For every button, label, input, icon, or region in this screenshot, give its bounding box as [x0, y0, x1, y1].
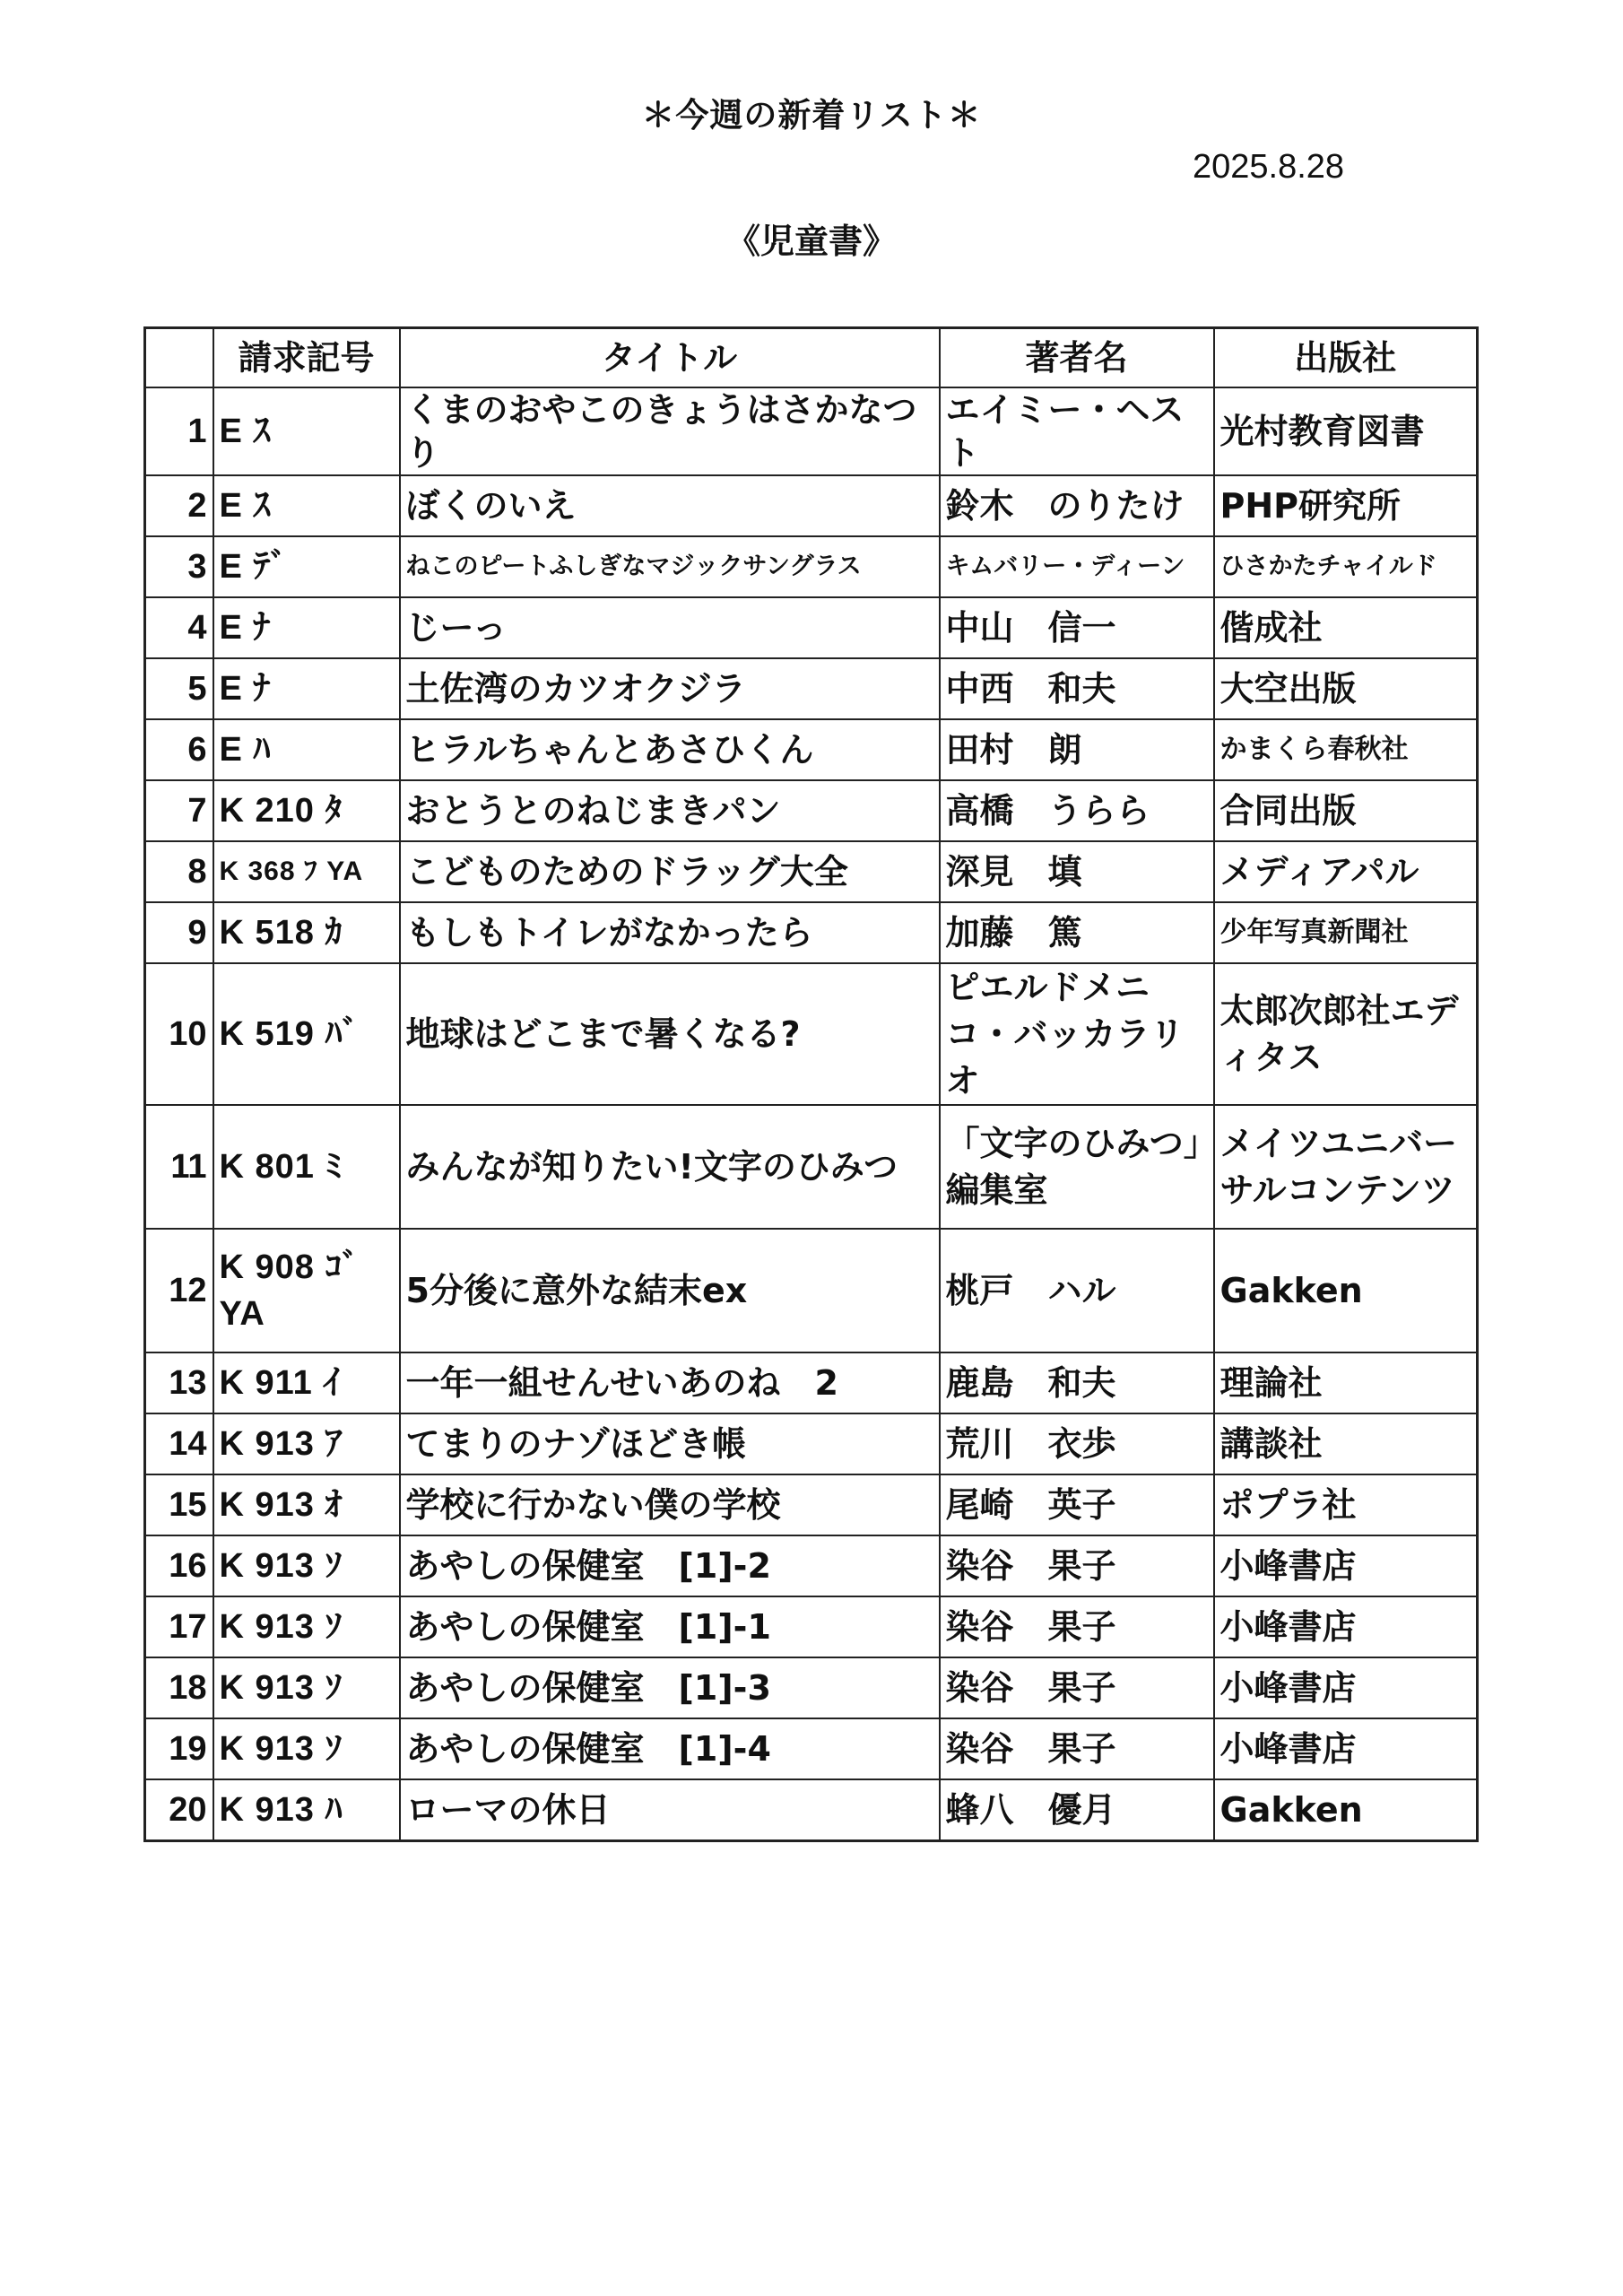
row-number: 11: [145, 1105, 213, 1229]
call-number: K 913 ｿ: [213, 1535, 400, 1596]
publisher-name: 小峰書店: [1214, 1657, 1478, 1718]
row-number: 6: [145, 719, 213, 780]
publisher-name: メディアパル: [1214, 841, 1478, 902]
table-row: [145, 902, 1478, 963]
row-number: 18: [145, 1657, 213, 1718]
author-name: 田村 朗: [940, 719, 1214, 780]
author-name: 鈴木 のりたけ: [940, 475, 1214, 536]
book-title: 5分後に意外な結末ex: [400, 1229, 940, 1352]
row-number: 12: [145, 1229, 213, 1352]
row-number: 16: [145, 1535, 213, 1596]
call-number: E ｽ: [213, 475, 400, 536]
book-title: くまのおやこのきょうはさかなつり: [400, 387, 940, 475]
publisher-name: Gakken: [1214, 1229, 1478, 1352]
book-title: あやしの保健室 [1]-4: [400, 1718, 940, 1779]
book-title: みんなが知りたい!文字のひみつ: [400, 1105, 940, 1229]
author-name: 染谷 果子: [940, 1596, 1214, 1657]
table-row: [145, 963, 1478, 1105]
row-number: 19: [145, 1718, 213, 1779]
publisher-name: 太郎次郎社エディタス: [1214, 963, 1478, 1105]
row-number: 10: [145, 963, 213, 1105]
publisher-name: PHP研究所: [1214, 475, 1478, 536]
call-number: K 913 ﾊ: [213, 1779, 400, 1841]
row-number: 14: [145, 1413, 213, 1474]
call-number: K 908 ｺﾞ YA: [213, 1229, 400, 1352]
call-number: K 913 ｿ: [213, 1657, 400, 1718]
section-heading: 《児童書》: [725, 222, 897, 261]
row-number: 4: [145, 597, 213, 658]
call-number: K 911 ｲ: [213, 1352, 400, 1413]
row-number: 17: [145, 1596, 213, 1657]
call-number: K 368 ﾌ YA: [213, 841, 400, 902]
table-row: [145, 1596, 1478, 1657]
list-date: 2025.8.28: [1193, 148, 1345, 186]
book-title: 地球はどこまで暑くなる?: [400, 963, 940, 1105]
row-number: 2: [145, 475, 213, 536]
publisher-name: Gakken: [1214, 1779, 1478, 1841]
new-books-table: [143, 326, 1479, 1842]
call-number: K 913 ｿ: [213, 1596, 400, 1657]
call-number: K 913 ｿ: [213, 1718, 400, 1779]
book-title: ぼくのいえ: [400, 475, 940, 536]
row-number: 3: [145, 536, 213, 597]
call-number: K 518 ｶ: [213, 902, 400, 963]
publisher-name: 小峰書店: [1214, 1535, 1478, 1596]
author-name: 「文字のひみつ」編集室: [940, 1105, 1214, 1229]
table-row: [145, 841, 1478, 902]
call-number: E ｽ: [213, 387, 400, 475]
table-row: [145, 780, 1478, 841]
book-title: じーっ: [400, 597, 940, 658]
publisher-name: 光村教育図書: [1214, 387, 1478, 475]
table-row: [145, 536, 1478, 597]
book-title: こどものためのドラッグ大全: [400, 841, 940, 902]
book-title: あやしの保健室 [1]-3: [400, 1657, 940, 1718]
call-number: E ﾅ: [213, 658, 400, 719]
call-number: E ﾃﾞ: [213, 536, 400, 597]
table-row: [145, 1779, 1478, 1841]
table-row: [145, 1535, 1478, 1596]
author-name: キムバリー・ディーン: [940, 536, 1214, 597]
table-row: [145, 1657, 1478, 1718]
table-row: [145, 387, 1478, 475]
author-name: 染谷 果子: [940, 1535, 1214, 1596]
book-title: あやしの保健室 [1]-1: [400, 1596, 940, 1657]
author-name: 加藤 篤: [940, 902, 1214, 963]
column-header-call-number: 請求記号: [213, 328, 400, 388]
publisher-name: メイツユニバーサルコンテンツ: [1214, 1105, 1478, 1229]
book-title: ローマの休日: [400, 1779, 940, 1841]
author-name: 蜂八 優月: [940, 1779, 1214, 1841]
row-number: 20: [145, 1779, 213, 1841]
call-number: K 210 ﾀ: [213, 780, 400, 841]
author-name: 染谷 果子: [940, 1718, 1214, 1779]
author-name: 中西 和夫: [940, 658, 1214, 719]
row-number: 8: [145, 841, 213, 902]
call-number: K 519 ﾊﾞ: [213, 963, 400, 1105]
publisher-name: 合同出版: [1214, 780, 1478, 841]
row-number: 1: [145, 387, 213, 475]
column-header-title: タイトル: [400, 328, 940, 388]
book-title: おとうとのねじまきパン: [400, 780, 940, 841]
row-number: 15: [145, 1474, 213, 1535]
table-row: [145, 719, 1478, 780]
call-number: E ﾅ: [213, 597, 400, 658]
table-row: [145, 597, 1478, 658]
row-number: 13: [145, 1352, 213, 1413]
table-row: [145, 1352, 1478, 1413]
author-name: 高橋 うらら: [940, 780, 1214, 841]
table-row: [145, 1413, 1478, 1474]
book-title: 土佐湾のカツオクジラ: [400, 658, 940, 719]
table-header-row: [145, 328, 1478, 388]
row-number: 7: [145, 780, 213, 841]
publisher-name: 少年写真新聞社: [1214, 902, 1478, 963]
call-number: K 913 ｵ: [213, 1474, 400, 1535]
table-row: [145, 1229, 1478, 1352]
table-row: [145, 658, 1478, 719]
author-name: 染谷 果子: [940, 1657, 1214, 1718]
author-name: 中山 信一: [940, 597, 1214, 658]
author-name: エイミー・ヘスト: [940, 387, 1214, 475]
publisher-name: かまくら春秋社: [1214, 719, 1478, 780]
row-number: 5: [145, 658, 213, 719]
publisher-name: 小峰書店: [1214, 1718, 1478, 1779]
column-header-author: 著者名: [940, 328, 1214, 388]
table-row: [145, 1718, 1478, 1779]
table-row: [145, 1105, 1478, 1229]
book-title: もしもトイレがなかったら: [400, 902, 940, 963]
author-name: 桃戸 ハル: [940, 1229, 1214, 1352]
publisher-name: 偕成社: [1214, 597, 1478, 658]
publisher-name: 小峰書店: [1214, 1596, 1478, 1657]
author-name: ピエルドメニコ・バッカラリオ: [940, 963, 1214, 1105]
publisher-name: 理論社: [1214, 1352, 1478, 1413]
column-header-number: [145, 328, 213, 388]
book-title: 学校に行かない僕の学校: [400, 1474, 940, 1535]
book-title: てまりのナゾほどき帳: [400, 1413, 940, 1474]
row-number: 9: [145, 902, 213, 963]
publisher-name: ひさかたチャイルド: [1214, 536, 1478, 597]
call-number: K 913 ｱ: [213, 1413, 400, 1474]
book-title: あやしの保健室 [1]-2: [400, 1535, 940, 1596]
publisher-name: 大空出版: [1214, 658, 1478, 719]
author-name: 荒川 衣歩: [940, 1413, 1214, 1474]
call-number: K 801 ﾐ: [213, 1105, 400, 1229]
book-title: 一年一組せんせいあのね 2: [400, 1352, 940, 1413]
author-name: 鹿島 和夫: [940, 1352, 1214, 1413]
book-title: ヒラルちゃんとあさひくん: [400, 719, 940, 780]
publisher-name: ポプラ社: [1214, 1474, 1478, 1535]
author-name: 尾崎 英子: [940, 1474, 1214, 1535]
page-title: ＊今週の新着リスト＊: [641, 96, 982, 135]
book-title: ねこのピートふしぎなマジックサングラス: [400, 536, 940, 597]
publisher-name: 講談社: [1214, 1413, 1478, 1474]
column-header-publisher: 出版社: [1214, 328, 1478, 388]
author-name: 深見 填: [940, 841, 1214, 902]
table-row: [145, 1474, 1478, 1535]
table-row: [145, 475, 1478, 536]
call-number: E ﾊ: [213, 719, 400, 780]
